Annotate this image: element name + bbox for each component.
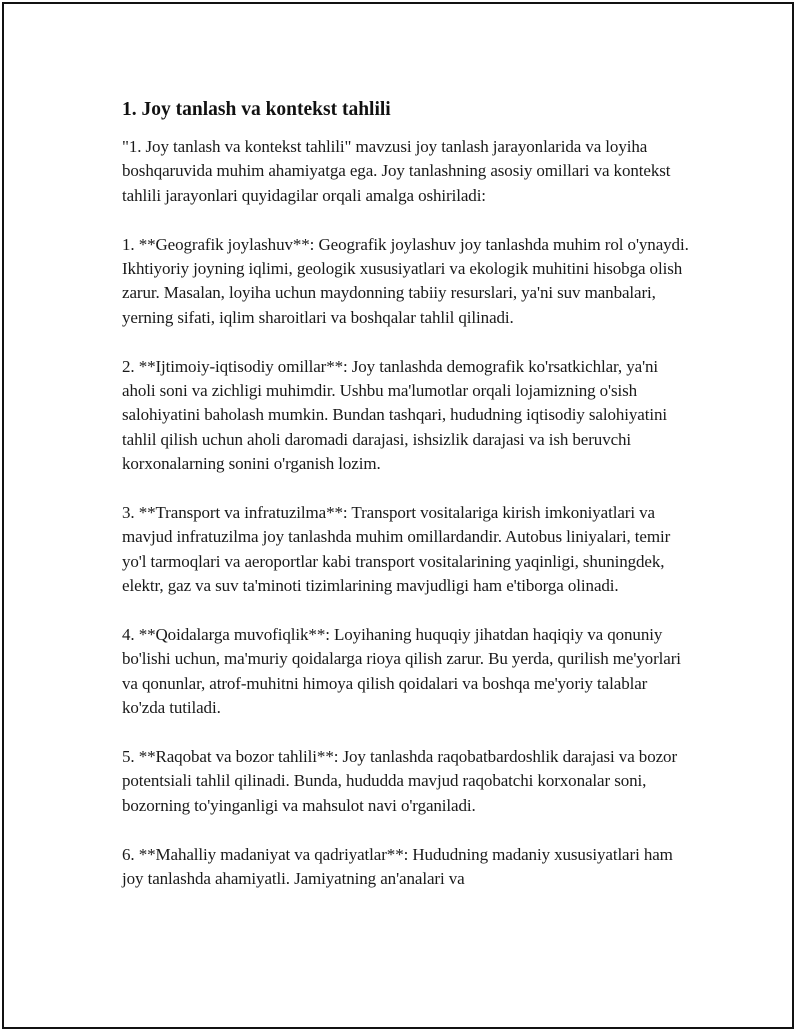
paragraph-raqobat-bozor: 5. **Raqobat va bozor tahlili**: Joy tanlashda raqobatbardoshlik darajasi va bozor potentsiali tahlil qilinadi. Bunda, hududda mavjud raqobatchi korxonalar soni, bozorning to'yinganligi va mahsulot navi o'rganiladi. bbox=[122, 747, 678, 815]
paragraph-ijtimoiy-iqtisodiy: 2. **Ijtimoiy-iqtisodiy omillar**: Joy tanlashda demografik ko'rsatkichlar, ya'ni aholi soni va zichligi muhimdir. Ushbu ma'lumotlar orqali lojamizning o'sish salohiyatini baholash mumkin. Bundan tashqari, hududning iqtisodiy salohiyatini tahlil qilish uchun aholi daromadi darajasi, ishsizlik darajasi va ish beruvchi korxonalarning sonini o'rganish lozim. bbox=[122, 356, 668, 474]
document-content bbox=[122, 97, 692, 892]
paragraph-transport-infratuzilma: 3. **Transport va infratuzilma**: Transport vositalariga kirish imkoniyatlari va mavjud infratuzilma joy tanlashda muhim omillardandir. Autobus liniyalari, temir yo'l tarmoqlari va aeroportlar kabi transport vositalarining yaqinligi, shuningdek, elektr, gaz va suv ta'minoti tizimlarining mavjudligi ham e'tiborga olinadi. bbox=[122, 503, 671, 596]
paragraph-geografik-joylashuv: 1. **Geografik joylashuv**: Geografik joylashuv joy tanlashda muhim rol o'ynaydi. Ikhtiyoriy joyning iqlimi, geologik xususiyatlari va ekologik muhitini hisobga olish zarur. Masalan, loyiha uchun maydonning tabiiy resurslari, ya'ni suv manbalari, yerning sifati, iqlim sharoitlari va boshqalar tahlil qilinadi. bbox=[122, 234, 689, 327]
document-body bbox=[122, 135, 692, 892]
paragraph-mahalliy-madaniyat: 6. **Mahalliy madaniyat va qadriyatlar**: Hududning madaniy xususiyatlari ham joy tanlashda ahamiyatli. Jamiyatning an'analari va bbox=[122, 844, 673, 889]
page-frame bbox=[2, 2, 794, 1029]
document-title: 1. Joy tanlash va kontekst tahlili bbox=[122, 99, 391, 120]
paragraph-qoidalarga-muvofiqlik: 4. **Qoidalarga muvofiqlik**: Loyihaning huquqiy jihatdan haqiqiy va qonuniy bo'lishi uchun, ma'muriy qoidalarga rioya qilish zarur. Bu yerda, qurilish me'yorlari va qonunlar, atrof-muhitni himoya qilish qoidalari va boshqa me'yoriy talablar ko'zda tutiladi. bbox=[122, 625, 681, 718]
intro-paragraph: "1. Joy tanlash va kontekst tahlili" mavzusi joy tanlash jarayonlarida va loyiha boshqaruvida muhim ahamiyatga ega. Joy tanlashning asosiy omillari va kontekst tahlili jarayonlari quyidagilar orqali amalga oshiriladi: bbox=[122, 137, 671, 205]
